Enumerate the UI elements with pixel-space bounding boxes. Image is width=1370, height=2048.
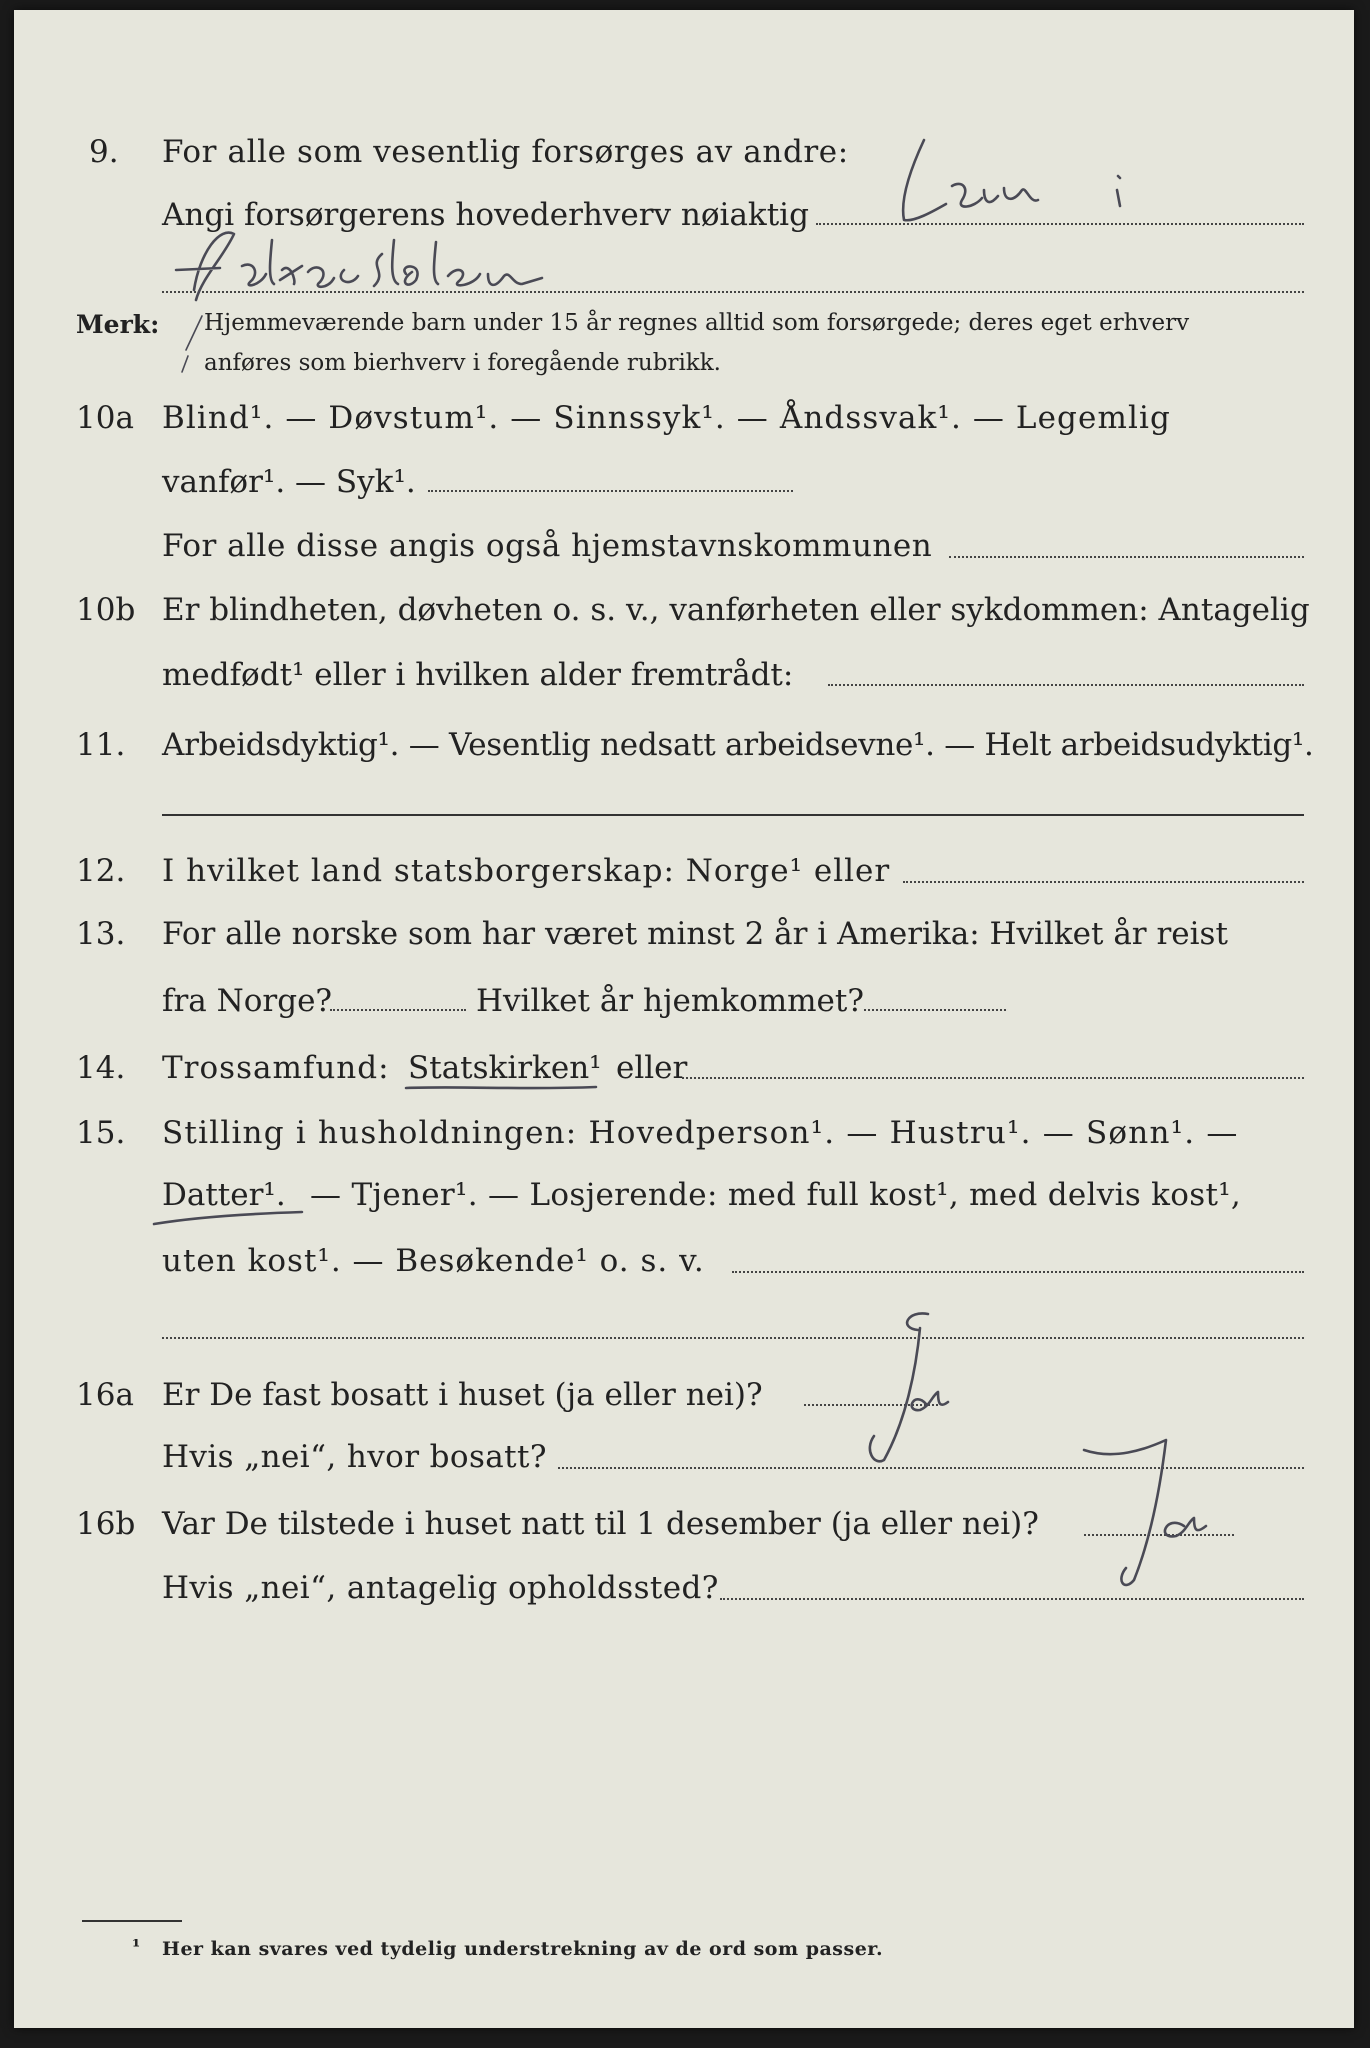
q13-line1: For alle norske som har været minst 2 år i Amerika: Hvilket år reist [162,916,1228,952]
q14-underline-mark [404,1082,604,1094]
q16a-line1: Er De fast bosatt i huset (ja eller nei)? [162,1377,763,1413]
q12-answer-line[interactable] [903,881,1304,883]
q16a-handwritten-answer [834,1300,964,1480]
q14-eller: eller [616,1050,688,1086]
q16b-number: 16b [76,1506,136,1542]
footnote-mark: ¹ [132,1936,141,1958]
q16b-line2: Hvis „nei“, antagelig opholdssted? [162,1570,719,1606]
footnote-text: Her kan svares ved tydelig understrekning av de ord som passer. [162,1938,884,1960]
q14-number: 14. [76,1050,126,1086]
census-form-page [14,10,1354,2028]
q12-number: 12. [76,853,126,889]
q10a-line3: For alle disse angis også hjemstavnskommunen [162,528,933,564]
q15-answer-line-2[interactable] [162,1337,1304,1339]
q13-line2b: Hvilket år hjemkommet? [476,983,864,1019]
q12-line1: I hvilket land statsborgerskap: Norge¹ eller [162,853,891,889]
q15-underline-mark [150,1206,310,1230]
q9-number: 9. [89,134,119,170]
merk-pencil-mark [178,310,208,380]
q10a-line2: vanfør¹. — Syk¹. [162,464,416,500]
q14-label: Trossamfund: [162,1050,390,1086]
merk-line2: anføres som bierhverv i foregående rubrikk. [204,350,721,376]
footnote-rule [82,1920,182,1922]
q15-number: 15. [76,1115,126,1151]
q15-line2: — Tjener¹. — Losjerende: med full kost¹, med delvis kost¹, [310,1177,1242,1213]
merk-label: Merk: [76,310,160,339]
q15-line1: Stilling i husholdningen: Hovedperson¹. — Hustru¹. — Sønn¹. — [162,1115,1239,1151]
q9-line1: For alle som vesentlig forsørges av andre: [162,134,849,170]
q10a-number: 10a [76,400,134,436]
q13-line2a: fra Norge? [162,983,333,1019]
q13-reist-line[interactable] [330,1009,466,1011]
q16a-line2: Hvis „nei“, hvor bosatt? [162,1439,547,1475]
q11-line1: Arbeidsdyktig¹. — Vesentlig nedsatt arbeidsevne¹. — Helt arbeidsudyktig¹. [162,727,1314,763]
q10b-number: 10b [76,592,136,628]
merk-line1: Hjemmeværende barn under 15 år regnes alltid som forsørgede; deres eget erhverv [204,310,1190,336]
q10a-line1: Blind¹. — Døvstum¹. — Sinnssyk¹. — Åndssvak¹. — Legemlig [162,400,1171,436]
q11-number: 11. [76,727,126,763]
q9-line2: Angi forsørgerens hovederhverv nøiaktig [162,197,809,233]
q10b-line2: medfødt¹ eller i hvilken alder fremtrådt: [162,657,794,693]
q16b-line1: Var De tilstede i huset natt til 1 desember (ja eller nei)? [162,1506,1039,1542]
q15-datter: Datter¹. [162,1177,286,1213]
q16a-number: 16a [76,1377,134,1413]
q13-number: 13. [76,916,126,952]
q16b-handwritten-answer [1074,1430,1244,1610]
q13-hjemkommet-line[interactable] [864,1009,1006,1011]
q9-handwritten-answer [162,130,1162,310]
q10b-line1: Er blindheten, døvheten o. s. v., vanførheten eller sykdommen: Antagelig [162,592,1310,628]
q15-line3: uten kost¹. — Besøkende¹ o. s. v. [162,1243,705,1279]
q15-answer-line[interactable] [732,1271,1304,1273]
q10a-syk-line[interactable] [428,490,793,492]
q10b-answer-line[interactable] [828,684,1304,686]
q10a-kommune-line[interactable] [949,556,1304,558]
q14-answer-line[interactable] [682,1077,1304,1079]
q14-statskirken: Statskirken¹ [408,1050,602,1086]
q11-answer-line[interactable] [162,814,1304,816]
